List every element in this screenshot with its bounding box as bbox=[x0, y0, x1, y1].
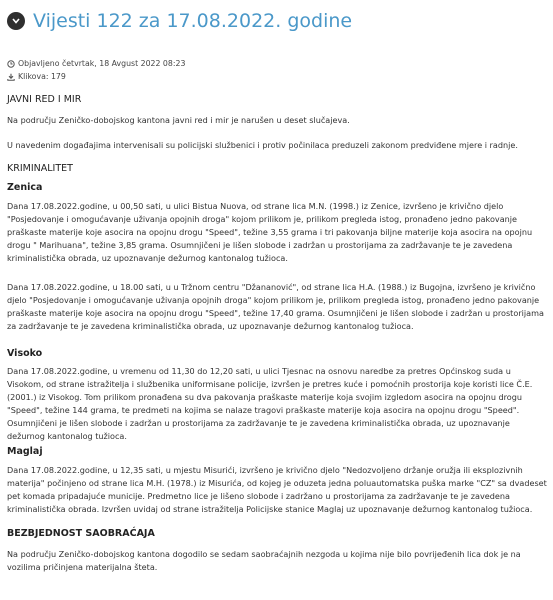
section-heading: KRIMINALITET bbox=[7, 163, 73, 174]
published-date bbox=[7, 59, 185, 68]
subsection-heading: Zenica bbox=[7, 182, 43, 193]
click-count-text: Klikova: 179 bbox=[18, 72, 66, 81]
paragraph: Dana 17.08.2022.godine, u vremenu od 11,30 do 12,20 sati, u ulici Tjesnac na osnovu naredbe za pretres Općinskog suda u Visokom, od strane istražitelja i službenika uniformisane policije, izvršen je pretres kuće i pomoćnih prostorija koje koristi lice Č.E. (2001.) iz Visokog. Tom prilikom pronađena su dva pakovanja praškaste materije koja svojim izgledom asocira na opojnu drogu "Speed", težine 144 grama, te predmeti na kojima se nalaze tragovi praškaste materije koja asocira na opojnu drogu "Speed". Osumnjičeni je lišen slobode i zadržan u prostorijama za zadržavanje te je zavedena kriminalistička obrada, uz upoznavanje dežurnog kantonalog tužioca. bbox=[7, 366, 533, 442]
paragraph: Dana 17.08.2022.godine, u 12,35 sati, u mjestu Misurići, izvršeno je krivično djelo "Nedozvoljeno držanje oružja ili eksplozivnih materija" počinjeno od strane lica M.H. (1978.) iz Misurića, od kojeg je oduzeta jedna poluautomatska puška marke "CZ" sa dvadeset pet komada pripadajuće municije. Predmetno lice je lišeno slobode i zadržano u prostorijama za zadržavanje te je zavedena kriminalistička obrada. Izvršen uvidaj od strane istražitelja Policijske stanice Maglaj uz upoznavanje dežurnog kantonalog tužioca. bbox=[7, 465, 547, 515]
article-title[interactable]: Vijesti 122 za 17.08.2022. godine bbox=[33, 10, 353, 32]
subsection-heading: Maglaj bbox=[7, 446, 43, 457]
chevron-down-icon[interactable] bbox=[7, 12, 25, 30]
section-heading: JAVNI RED I MIR bbox=[7, 94, 82, 105]
paragraph: Dana 17.08.2022.godine, u 00,50 sati, u ulici Bistua Nuova, od strane lica M.N. (1998.) iz Zenice, izvršeno je krivično djelo "Posjedovanje i omogućavanje uživanja opojnih droga" kojom prilikom je, prilikom pregleda istog, pronađeno jedno pakovanje praškaste materije koje asocira na opojnu drogu "Speed", težine 3,55 grama i tri pakovanja biljne materije koja asocira na opojnu drogu " Marihuana", težine 3,85 grama. Osumnjičeni je lišen slobode i zadržan u prostorijama za zadržavanje te je zavedena kriminalistička obrada, uz upoznavanje dežurnog kantonalog tužioca. bbox=[7, 201, 533, 264]
paragraph: Na području Zeničko-dobojskog kantona javni red i mir je narušen u deset slučajeva. bbox=[7, 115, 350, 125]
download-icon bbox=[7, 73, 15, 81]
published-date-text: Objavljeno četvrtak, 18 Avgust 2022 08:23 bbox=[18, 59, 186, 68]
click-count bbox=[7, 72, 66, 81]
paragraph: Dana 17.08.2022.godine, u 18.00 sati, u u Tržnom centru "Džananović", od strane lica H.A. (1988.) iz Bugojna, izvršeno je krivično djelo "Posjedovanje i omogućavanje uživanja opojnih droga" kojom prilikom je, prilikom pregleda istog, pronađeno jedno pakovanje praškaste materije koje asocira na opojnu drogu "Speed", težine 17,40 grama. Osumnjičeni je lišen slobode i zadržan u prostorijama za zadržavanje te je zavedena kriminalistička obrada, uz upoznavanje dežurnog kantonalog tužioca. bbox=[7, 282, 544, 332]
paragraph: U navedenim događajima intervenisali su policijski službenici i protiv počinilaca preduzeli zakonom predviđene mjere i radnje. bbox=[7, 140, 518, 150]
article-header bbox=[7, 8, 352, 34]
clock-icon bbox=[7, 60, 15, 68]
subsection-heading: Visoko bbox=[7, 348, 43, 359]
paragraph: Na području Zeničko-dobojskog kantona dogodilo se sedam saobraćajnih nezgoda u kojima nije bilo povrijeđenih lica dok je na vozilima pričinjena materijalna šteta. bbox=[7, 549, 521, 573]
section-heading: BEZBJEDNOST SAOBRAĆAJA bbox=[7, 528, 155, 539]
